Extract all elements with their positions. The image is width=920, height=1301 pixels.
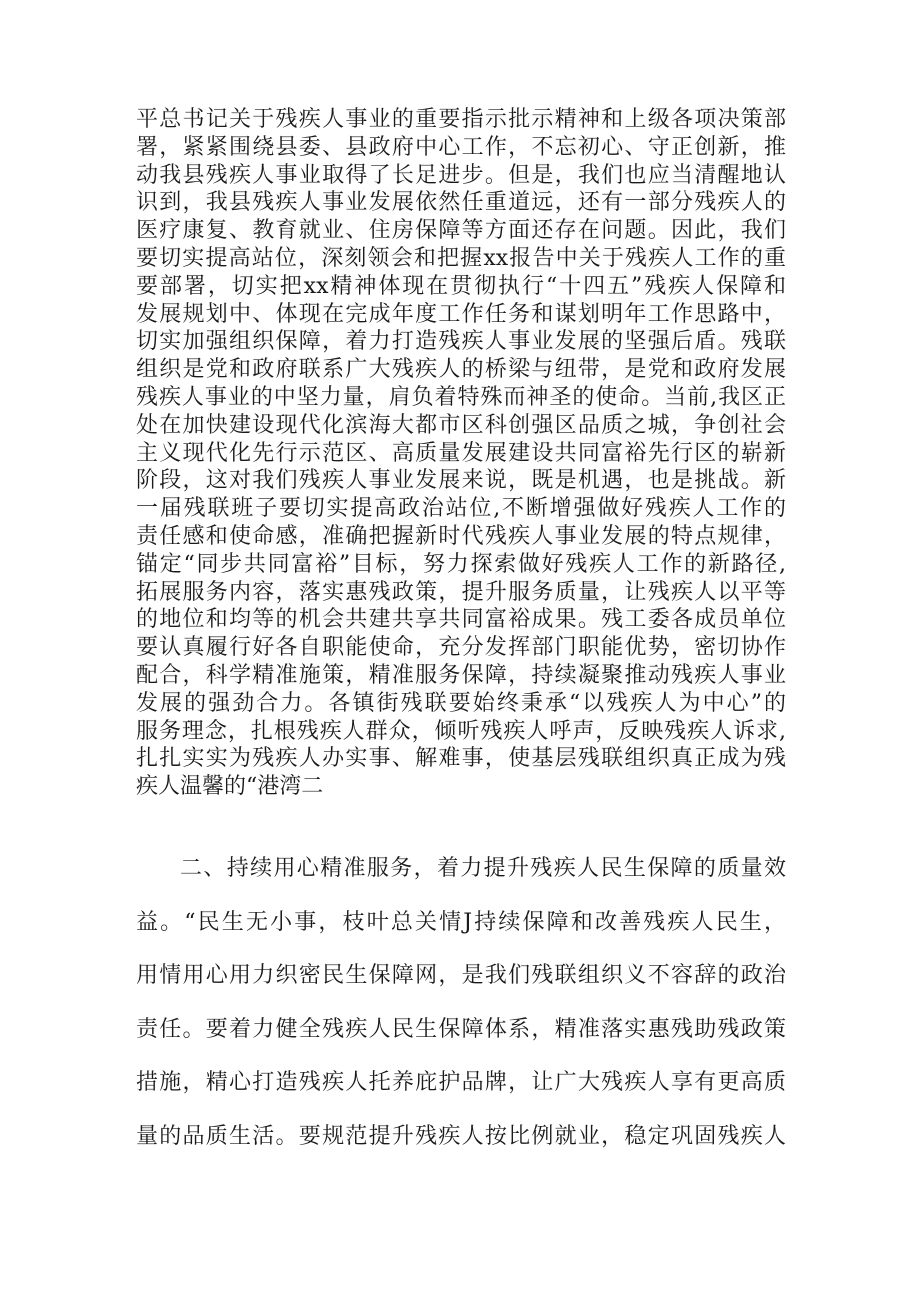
text-line: 锚定“同步共同富裕”目标，努力探索做好残疾人工作的新路径,: [136, 551, 786, 577]
text-line: 的地位和均等的机会共建共享共同富裕成果。残工委各成员单位: [136, 607, 786, 633]
text-line: 组织是党和政府联系广大残疾人的桥梁与纽带，是党和政府发展: [136, 357, 786, 383]
paragraph-continuation: [136, 106, 786, 801]
text-line: 要部署，切实把xx精神体现在贯彻执行“十四五”残疾人保障和: [136, 273, 786, 299]
text-line: 责任感和使命感，准确把握新时代残疾人事业发展的特点规律，: [136, 523, 786, 549]
text-line: 益。“民生无小事，枝叶总关情J持续保障和改善残疾人民生，: [136, 909, 786, 935]
text-line: 要切实提高站位，深刻领会和把握xx报告中关于残疾人工作的重: [136, 245, 786, 271]
text-line: 服务理念，扎根残疾人群众，倾听残疾人呼声，反映残疾人诉求,: [136, 718, 786, 744]
text-line: 残疾人事业的中坚力量，肩负着特殊而神圣的使命。当前,我区正: [136, 384, 786, 410]
text-line: 要认真履行好各自职能使命，充分发挥部门职能优势，密切协作: [136, 635, 786, 661]
text-line: 用情用心用力织密民生保障网，是我们残联组织义不容辞的政治: [136, 963, 786, 988]
text-line: 拓展服务内容，落实惠残政策，提升服务质量，让残疾人以平等: [136, 579, 786, 605]
text-line: 阶段，这对我们残疾人事业发展来说，既是机遇，也是挑战。新: [136, 468, 786, 494]
section-heading-line: 二、持续用心精准服务，着力提升残疾人民生保障的质量效: [180, 856, 786, 881]
text-line: 责任。要着力健全残疾人民生保障体系，精准落实惠残助残政策: [136, 1016, 786, 1042]
text-line: 措施，精心打造残疾人托养庇护品牌，让广大残疾人享有更高质: [136, 1070, 786, 1095]
text-line: 配合，科学精准施策，精准服务保障，持续凝聚推动残疾人事业: [136, 662, 786, 688]
text-line: 主义现代化先行示范区、高质量发展建设共同富裕先行区的崭新: [136, 440, 786, 466]
text-line: 切实加强组织保障，着力打造残疾人事业发展的坚强后盾。残联: [136, 329, 786, 355]
text-line: 扎扎实实为残疾人办实事、解难事，使基层残联组织真正成为残: [136, 746, 786, 772]
section-two-paragraph: [136, 842, 786, 1163]
text-line: 动我县残疾人事业取得了长足进步。但是，我们也应当清醒地认: [136, 162, 786, 188]
text-line: 识到，我县残疾人事业发展依然任重道远，还有一部分残疾人的: [136, 190, 786, 216]
text-line: 平总书记关于残疾人事业的重要指示批示精神和上级各项决策部: [136, 107, 786, 132]
text-line: 量的品质生活。要规范提升残疾人按比例就业，稳定巩固残疾人: [136, 1123, 786, 1149]
text-line: 发展规划中、体现在完成年度工作任务和谋划明年工作思路中，: [136, 301, 786, 327]
text-line: 处在加快建设现代化滨海大都市区科创强区品质之城，争创社会: [136, 412, 786, 438]
text-line: 医疗康复、教育就业、住房保障等方面还存在问题。因此，我们: [136, 218, 786, 244]
text-line: 疾人温馨的“港湾二: [136, 774, 324, 800]
text-line: 发展的强劲合力。各镇街残联要始终秉承“以残疾人为中心”的: [136, 690, 786, 716]
text-line: 署，紧紧围绕县委、县政府中心工作，不忘初心、守正创新，推: [136, 134, 786, 160]
text-line: 一届残联班子要切实提高政治站位,不断增强做好残疾人工作的: [136, 496, 786, 522]
